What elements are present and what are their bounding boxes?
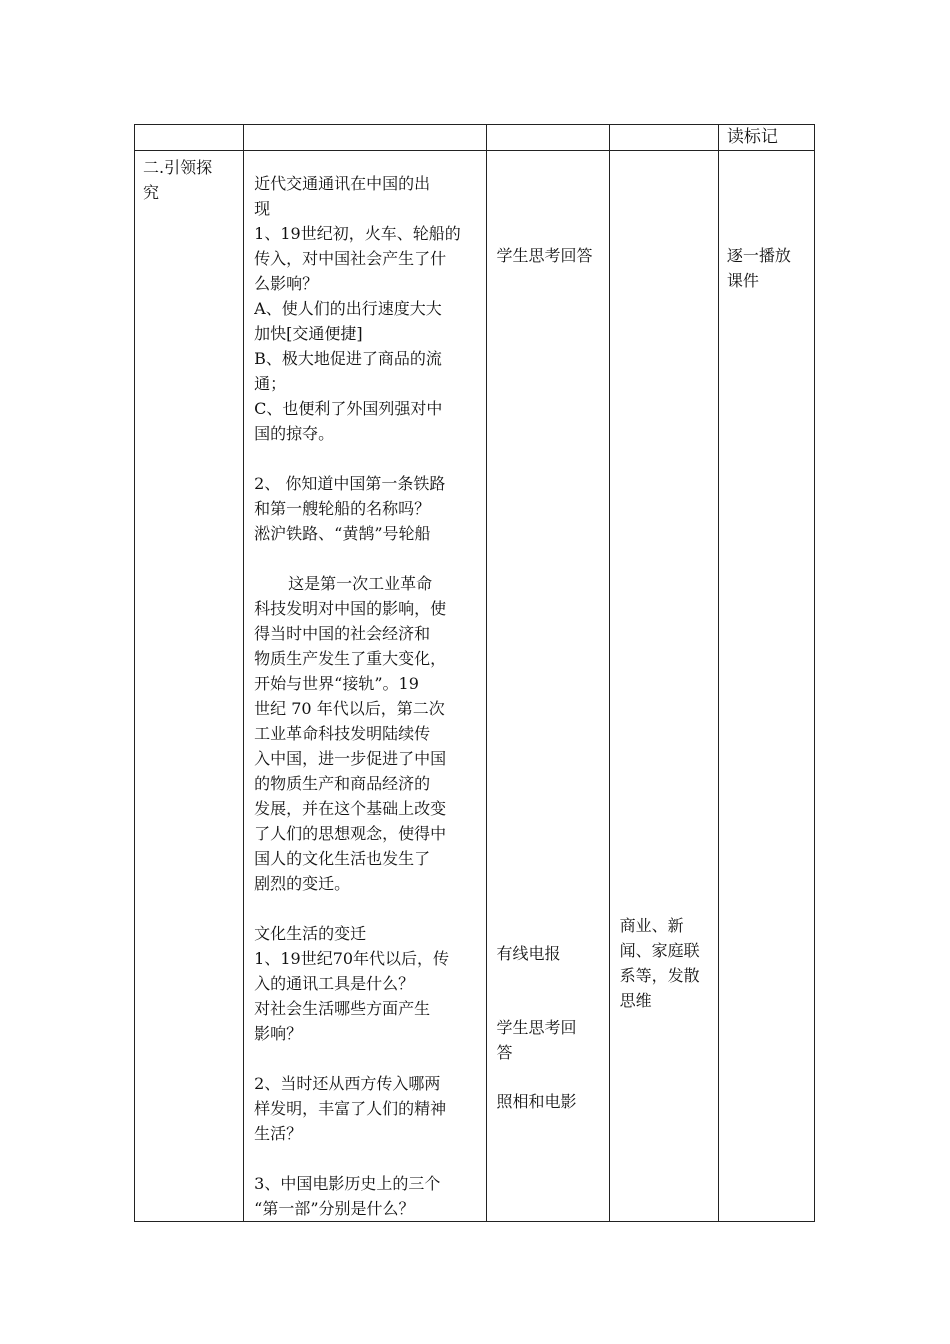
paragraph-line: 入中国，进一步促进了中国	[254, 749, 447, 768]
paragraph-line: 剧烈的变迁。	[254, 874, 351, 893]
part1-title-line: 近代交通通讯在中国的出	[254, 174, 431, 193]
student-activity-cell	[486, 151, 609, 1222]
notes-cell	[609, 151, 718, 1222]
answer-b-line: 通；	[254, 374, 287, 393]
paragraph-line: 开始与世界“接轨”。19	[254, 674, 419, 693]
mark-reading-label: 读标记	[726, 127, 778, 147]
question-3-line: 对社会生活哪些方面产生	[254, 999, 431, 1018]
paragraph-line: 得当时中国的社会经济和	[254, 624, 431, 643]
student-answer-2: 有线电报	[496, 944, 561, 963]
question-1-line: 1、19世纪初，火车、轮船的	[254, 224, 461, 243]
notes-line: 闻、家庭联	[619, 941, 700, 960]
question-2-line: 和第一艘轮船的名称吗？	[254, 499, 431, 518]
paragraph-line: 这是第一次工业革命	[288, 574, 433, 593]
header-cell-2	[244, 125, 486, 151]
question-5-line: “第一部”分别是什么？	[254, 1199, 415, 1218]
paragraph-line: 国人的文化生活也发生了	[254, 849, 431, 868]
lesson-plan-table	[134, 124, 815, 1222]
question-3-line: 影响？	[254, 1024, 303, 1043]
paragraph-line: 了人们的思想观念，使得中	[254, 824, 447, 843]
answer-c-line: 国的掠夺。	[254, 424, 335, 443]
header-cell-5	[718, 125, 814, 151]
content-cell	[244, 151, 486, 1222]
notes-line: 商业、新	[619, 916, 684, 935]
content-row	[135, 151, 815, 1222]
question-4-line: 样发明，丰富了人们的精神	[254, 1099, 447, 1118]
teacher-activity-cell	[718, 151, 814, 1222]
header-cell-1	[135, 125, 244, 151]
student-answer-3-line: 答	[496, 1043, 513, 1062]
answer-c-line: C、也便利了外国列强对中	[254, 399, 443, 418]
student-answer-4: 照相和电影	[496, 1092, 577, 1111]
paragraph-line: 世纪 70 年代以后，第二次	[254, 699, 445, 718]
question-2-line: 2、 你知道中国第一条铁路	[254, 474, 446, 493]
section-title-line: 二.引领探	[143, 158, 213, 177]
part2-title: 文化生活的变迁	[254, 924, 367, 943]
paragraph-line: 工业革命科技发明陆续传	[254, 724, 431, 743]
header-cell-4	[609, 125, 718, 151]
notes-line: 思维	[619, 991, 652, 1010]
student-answer-1: 学生思考回答	[496, 246, 593, 265]
paragraph-line: 物质生产发生了重大变化，	[254, 649, 447, 668]
answer-b-line: B、极大地促进了商品的流	[254, 349, 442, 368]
answer-a-line: 加快[交通便捷]	[254, 324, 363, 343]
notes-line: 系等，发散	[619, 966, 700, 985]
question-3-line: 1、19世纪70年代以后，传	[254, 949, 450, 968]
teacher-activity-line: 课件	[726, 271, 759, 290]
student-answer-3-line: 学生思考回	[496, 1018, 577, 1037]
header-row	[135, 125, 815, 151]
section-title-cell	[135, 151, 244, 1222]
question-5-line: 3、中国电影历史上的三个	[254, 1174, 441, 1193]
paragraph-line: 的物质生产和商品经济的	[254, 774, 431, 793]
section-title-line: 究	[143, 183, 160, 202]
question-1-line: 么影响？	[254, 274, 319, 293]
answer-a-line: A、使人们的出行速度大大	[254, 299, 442, 318]
question-4-line: 生活？	[254, 1124, 303, 1143]
question-4-line: 2、当时还从西方传入哪两	[254, 1074, 441, 1093]
teacher-activity-line: 逐一播放	[726, 246, 791, 265]
question-2-line: 淞沪铁路、“黄鹄”号轮船	[254, 524, 431, 543]
header-cell-3	[486, 125, 609, 151]
part1-title-line: 现	[254, 199, 271, 218]
question-1-line: 传入，对中国社会产生了什	[254, 249, 447, 268]
paragraph-line: 科技发明对中国的影响，使	[254, 599, 447, 618]
question-3-line: 入的通讯工具是什么？	[254, 974, 415, 993]
paragraph-line: 发展，并在这个基础上改变	[254, 799, 447, 818]
